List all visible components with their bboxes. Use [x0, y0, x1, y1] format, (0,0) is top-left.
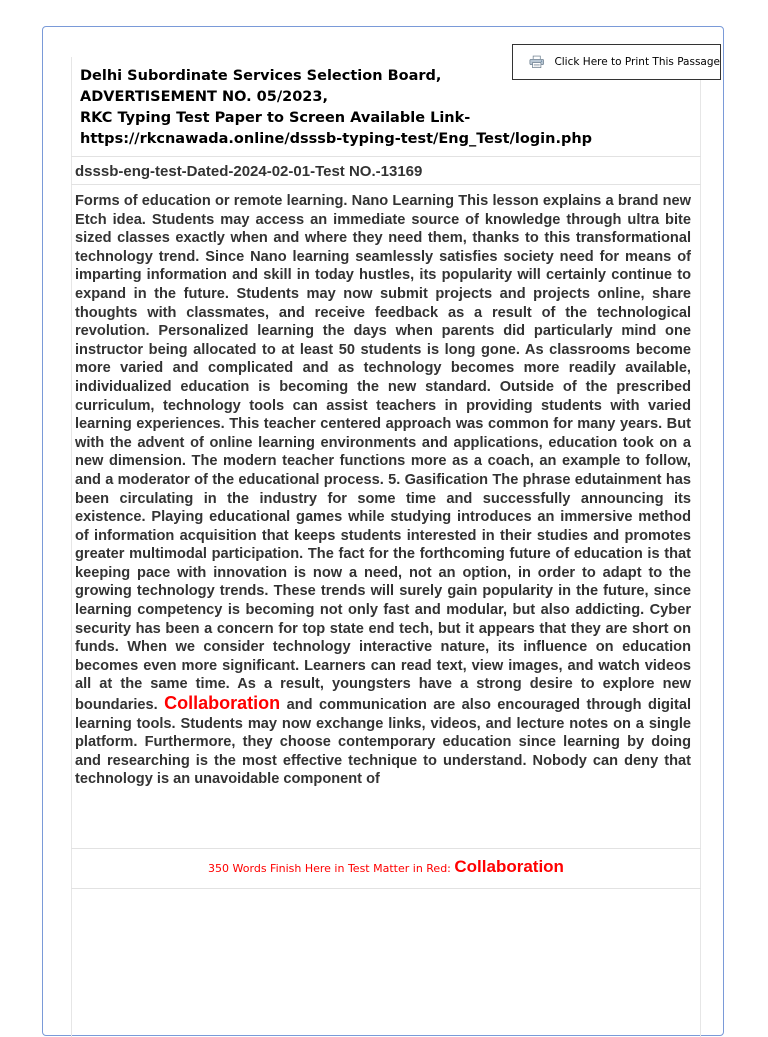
passage-text	[75, 192, 691, 789]
test-id-title: dsssb-eng-test-Dated-2024-02-01-Test NO.-13169	[75, 163, 423, 180]
passage-body-end: and communication are also encouraged through digital learning tools. Students may now exchange links, videos, and lecture notes on a single platform. Furthermore, they choose contemporary education since learning by doing and researching is the most effective technique to understand. Nobody can deny that technology is an unavoidable component of	[75, 697, 691, 788]
word-count-label: 350 Words Finish Here in Test Matter in Red:	[208, 862, 451, 875]
finish-word: Collaboration	[454, 857, 564, 876]
passage-highlight-word: Collaboration	[164, 693, 281, 714]
header-url: https://rkcnawada.online/dsssb-typing-test/Eng_Test/login.php	[80, 131, 593, 147]
header-board-name: Delhi Subordinate Services Selection Board,	[80, 68, 442, 84]
divider	[71, 184, 701, 185]
divider	[71, 156, 701, 157]
divider	[71, 848, 701, 849]
divider	[71, 888, 701, 889]
word-count-note	[71, 857, 701, 877]
page-header	[80, 66, 700, 150]
passage-body: Forms of education or remote learning. Nano Learning This lesson explains a brand new Etch idea. Students may access an immediate source of knowledge through ultra bite sized classes exactly when and where they need them, thanks to this transformational technology trend. Since Nano learning seamlessly satisfies society need for means of imparting information and skill in today hustles, its popularity will certainly continue to expand in the future. Students may now submit projects and projects online, share thoughts with classmates, and receive feedback as a result of the technological revolution. Personalized learning the days when parents did particularly mind one instructor being allocated to at least 50 students is long gone. As classrooms become more varied and complicated and as technology becomes more readily available, individualized education is becoming the new standard. Outside of the prescribed curriculum, technology tools can assist teachers in providing students with varied learning experiences. This teacher centered approach was common for many years. But with the advent of online learning environments and applications, education took on a new dimension. The modern teacher functions more as a coach, an example to follow, and a moderator of the educational process. 5. Gasification The phrase edutainment has been circulating in the industry for some time and successfully announcing its existence. Playing educational games while studying introduces an immersive method of information acquisition that keeps students interested in their studies and promotes greater multimodal participation. The fact for the forthcoming future of education is that keeping pace with innovation is now a need, not an option, in order to adapt to the growing technology trends. These trends will surely gain popularity in the future, since learning competency is becoming not only fast and modular, but also addicting. Cyber security has been a concern for top state end tech, but it appears that they are short on funds. When we consider technology interactive nature, its influence on education becomes even more significant. Learners can read text, view images, and watch videos all at the same time. As a result, youngsters have a strong desire to explore new boundaries.	[75, 193, 691, 714]
header-advertisement: ADVERTISEMENT NO. 05/2023,	[80, 89, 328, 105]
print-button-label: Click Here to Print This Passage	[554, 56, 720, 68]
header-link-caption: RKC Typing Test Paper to Screen Available Link-	[80, 110, 471, 126]
